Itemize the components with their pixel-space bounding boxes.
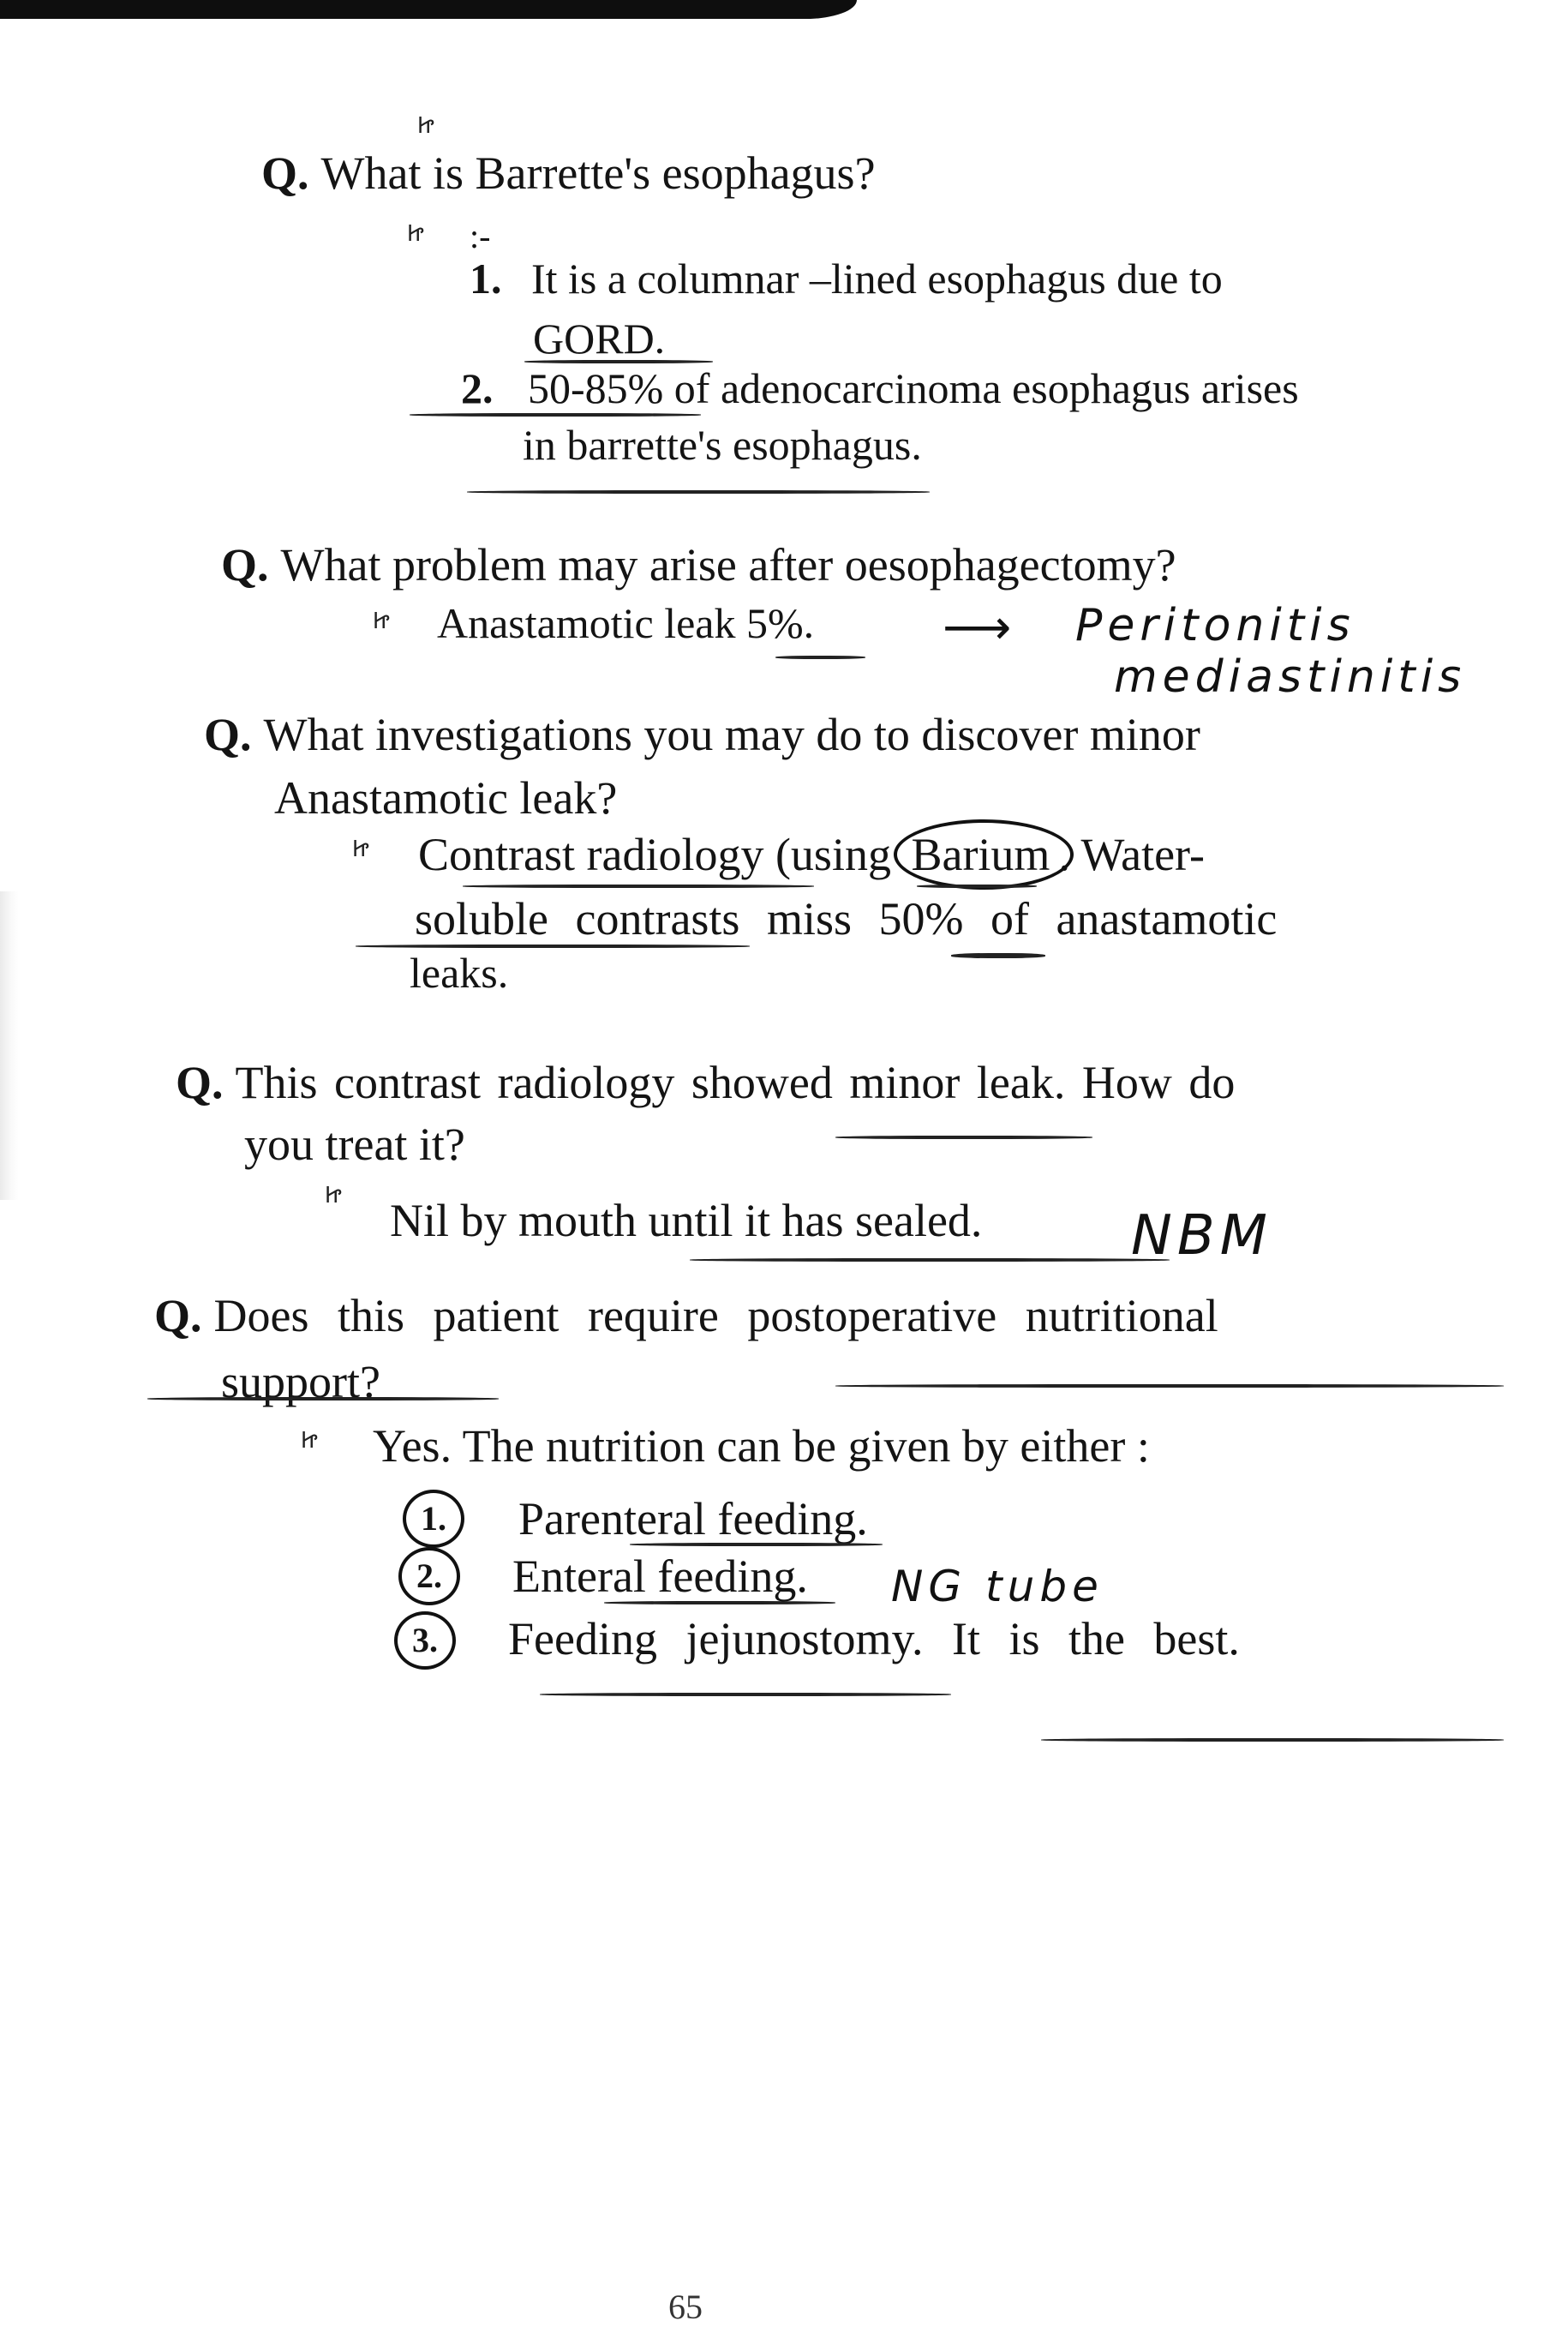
- option-1-number: 1.: [403, 1490, 464, 1548]
- arrow-icon: ⟶: [943, 600, 1012, 656]
- bullet-marker: Ꮵ: [353, 837, 369, 862]
- q4-question-line2: you treat it?: [244, 1119, 465, 1170]
- q3-answer-line1: [418, 831, 1205, 878]
- q3-prefix: Q.: [204, 709, 252, 760]
- q4-question-text: This contrast radiology showed minor leak. How do: [235, 1057, 1236, 1108]
- q3-question-line1: [204, 711, 1438, 758]
- q1-item2-text: 50-85% of adenocarcinoma esophagus arises: [528, 364, 1299, 412]
- option-3-text: Feeding jejunostomy. It is the best.: [508, 1613, 1240, 1664]
- q3-answer-line2: soluble contrasts miss 50% of anastamotic: [415, 893, 1278, 945]
- underline: [835, 1384, 1504, 1388]
- q4-note: NBM: [1131, 1204, 1272, 1268]
- bullet-marker: Ꮵ: [418, 113, 434, 139]
- q3-question-text: What investigations you may do to discover minor: [263, 709, 1200, 760]
- underline: [463, 885, 814, 888]
- q3-answer-b: Barium: [911, 829, 1050, 880]
- underline: [540, 1693, 951, 1696]
- option-2-number: 2.: [398, 1547, 460, 1605]
- circle-annotation: [894, 819, 1074, 890]
- underline: [604, 1601, 835, 1604]
- q1-item2-cont: in barrette's esophagus.: [523, 421, 922, 469]
- underline: [147, 1397, 499, 1400]
- q1-item-1: [470, 255, 1455, 303]
- q1-question: [261, 147, 876, 199]
- bullet-marker: Ꮵ: [302, 1428, 318, 1454]
- option-1-text: Parenteral feeding.: [518, 1493, 868, 1544]
- q1-question-text: What is Barrette's esophagus?: [320, 147, 876, 199]
- underline: [410, 413, 701, 417]
- q2-answer: Anastamotic leak 5%.: [437, 599, 815, 647]
- underline: [690, 1258, 1170, 1262]
- barium-circled: [902, 831, 1058, 878]
- q4-question-line1: [176, 1059, 1235, 1106]
- q3-answer-a: Contrast radiology (using: [418, 829, 891, 880]
- option-2-note: NG tube: [891, 1562, 1104, 1611]
- q2-note-line1: Peritonitis: [1075, 600, 1356, 651]
- q4-answer: Nil by mouth until it has sealed.: [390, 1195, 983, 1246]
- q5-question-line1: [154, 1292, 1218, 1339]
- q5-question-line2: support?: [221, 1356, 380, 1407]
- q1-answer-marker: :-: [470, 217, 491, 255]
- bullet-marker: Ꮵ: [374, 609, 390, 634]
- q1-item1-cont: GORD.: [533, 315, 666, 363]
- q5-answer: Yes. The nutrition can be given by either :: [373, 1420, 1150, 1472]
- q5-prefix: Q.: [154, 1290, 202, 1341]
- underline: [524, 360, 713, 363]
- underline: [835, 1136, 1092, 1139]
- underline: [356, 945, 750, 948]
- q1-item2-num: 2.: [461, 364, 494, 412]
- q4-prefix: Q.: [176, 1057, 224, 1108]
- q2-note-line2: mediastinitis: [1114, 651, 1467, 703]
- option-2-text: Enteral feeding.: [512, 1550, 808, 1602]
- q3-answer-c: . Water-: [1058, 829, 1205, 880]
- page-number: 65: [668, 2288, 703, 2326]
- q1-item1-text: It is a columnar –lined esophagus due to: [531, 255, 1223, 303]
- underline: [467, 490, 930, 494]
- q3-question-line2: Anastamotic leak?: [274, 772, 618, 824]
- q1-item-2: [461, 364, 1455, 412]
- underline: [775, 656, 865, 659]
- q2-prefix: Q.: [221, 539, 269, 591]
- bullet-marker: Ꮵ: [408, 221, 424, 247]
- q3-answer-line3: leaks.: [410, 949, 509, 997]
- q5-question-text: Does this patient require postoperative nutritional: [213, 1290, 1218, 1341]
- bullet-marker: Ꮵ: [326, 1183, 342, 1208]
- q2-question-text: What problem may arise after oesophagectomy?: [280, 539, 1176, 591]
- q2-question: [221, 539, 1176, 591]
- underline: [1041, 1738, 1504, 1742]
- q1-prefix: Q.: [261, 147, 309, 199]
- underline: [630, 1543, 883, 1546]
- underline: [917, 885, 1037, 888]
- q1-item1-num: 1.: [470, 255, 502, 303]
- option-3-number: 3.: [394, 1611, 456, 1670]
- underline: [951, 953, 1045, 958]
